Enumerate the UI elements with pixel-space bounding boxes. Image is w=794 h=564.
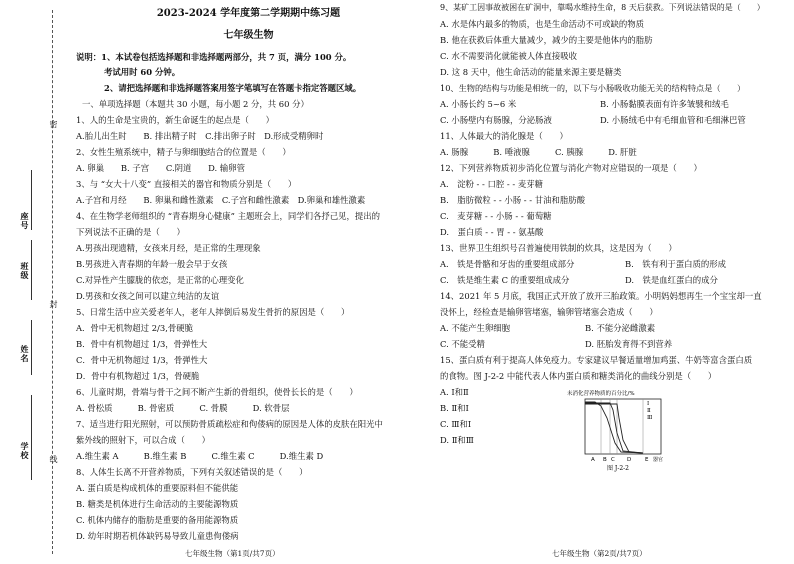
question-12-option-d: D. 蛋白质 - - 胃 - - 氨基酸 xyxy=(440,227,544,237)
question-15-option-c: C. Ⅲ和Ⅰ xyxy=(440,419,472,429)
seal-mark: 密 xyxy=(49,120,58,129)
question-2-options: A. 卵巢 B. 子宫 C.阴道 D. 输卵管 xyxy=(76,163,245,173)
question-4: 4、在生物学老师组织的 “青春期身心健康” 主题班会上，同学们各抒己见，提出的 xyxy=(76,211,380,221)
xian-mark: 线 xyxy=(49,455,58,464)
note-1: 说明：1、本试卷包括选择题和非选择题两部分，共 7 页，满分 100 分。 xyxy=(76,52,352,62)
question-2: 2、女性生殖系统中，精子与卵细胞结合的位置是（ ） xyxy=(76,147,291,157)
question-12-option-b: B. 脂肪微粒 - - 小肠 - - 甘油和脂肪酸 xyxy=(440,195,585,205)
x-label-e: E xyxy=(645,457,649,463)
question-4-option-a: A.男孩出现遗精，女孩来月经，是正常的生理现象 xyxy=(76,243,261,253)
question-8-option-b: B. 糖类是机体进行生命活动的主要能源物质 xyxy=(76,499,239,509)
class-field[interactable] xyxy=(31,240,32,300)
question-15-option-b: B. Ⅱ和Ⅰ xyxy=(440,403,469,413)
question-14-option-d: D. 胚胎发育得不到营养 xyxy=(585,339,673,349)
question-4-option-b: B.男孩进入青春期的年龄一般会早于女孩 xyxy=(76,259,228,269)
question-5-option-a: A．骨中无机物超过 2/3,骨硬脆 xyxy=(76,323,193,333)
figure-caption: 图 J-2-2 xyxy=(607,465,630,472)
page-1-footer: 七年级生物（第1页/共7页） xyxy=(185,549,280,558)
question-15: 15、蛋白质有利于提高人体免疫力。专家建议早餐适量增加鸡蛋、牛奶等富含蛋白质 xyxy=(440,355,753,365)
question-11-options: A. 肠腺 B. 唾液腺 C. 胰腺 D. 肝脏 xyxy=(440,147,637,157)
curve-label-i: Ⅰ xyxy=(647,401,650,407)
question-12-option-a: A. 淀粉 - - 口腔 - - 麦芽糖 xyxy=(440,179,544,189)
question-13-option-d: D. 铁是血红蛋白的成分 xyxy=(625,275,718,285)
question-6: 6、儿童时期，骨端与骨干之间不断产生新的骨组织，使骨长长的是（ ） xyxy=(76,387,358,397)
question-10-option-a: A. 小肠长约 5~6 米 xyxy=(440,99,517,109)
question-11: 11、人体最大的消化腺是（ ） xyxy=(440,131,568,141)
curve-label-ii: Ⅱ xyxy=(647,408,651,414)
question-10-option-b: B. 小肠黏膜表面有许多皱襞和绒毛 xyxy=(600,99,729,109)
question-9-option-b: B. 他在获救后体重大量减少，减少的主要是他体内的脂肪 xyxy=(440,35,653,45)
feng-mark: 封 xyxy=(49,300,58,309)
question-9-option-a: A. 水是体内最多的物质，也是生命活动不可或缺的物质 xyxy=(440,19,644,29)
school-field[interactable] xyxy=(31,395,32,480)
seat-number-field[interactable] xyxy=(31,170,32,230)
fold-line xyxy=(52,10,53,554)
curve-label-iii: Ⅲ xyxy=(647,415,653,421)
name-field[interactable] xyxy=(31,320,32,375)
question-9-option-d: D. 这 8 天中，他生命活动的能量来源主要是糖类 xyxy=(440,67,622,77)
exam-title: 2023-2024 学年度第二学期期中练习题 xyxy=(156,8,341,19)
question-1-options: A.胎儿出生时 B. 排出精子时 C.排出卵子时 D.形成受精卵时 xyxy=(76,131,324,141)
question-9-option-c: C. 水不需要消化就能被人体直接吸收 xyxy=(440,51,578,61)
question-4-option-c: C.对异性产生朦胧的依恋，是正常的心理变化 xyxy=(76,275,244,285)
question-14-option-a: A. 不能产生卵细胞 xyxy=(440,323,510,333)
question-15-cont: 的食物。图 J-2-2 中能代表人体内蛋白质和糖类消化的曲线分别是（ ） xyxy=(440,371,717,381)
question-10-option-d: D. 小肠绒毛中有毛细血管和毛细淋巴管 xyxy=(600,115,746,125)
exam-subject: 七年级生物 xyxy=(223,30,274,41)
question-10-option-c: C. 小肠壁内有肠腺，分泌肠液 xyxy=(440,115,552,125)
curve-i xyxy=(585,402,643,453)
question-14-cont: 没怀上，经检查是输卵管堵塞，输卵管堵塞会造成（ ） xyxy=(440,307,658,317)
question-1: 1、人的生命是宝贵的，新生命诞生的起点是（ ） xyxy=(76,115,274,125)
question-13-option-c: C. 铁是维生素 C 的重要组成成分 xyxy=(440,275,570,285)
question-15-option-d: D. Ⅱ和Ⅲ xyxy=(440,435,474,445)
question-8: 8、人体生长离不开营养物质，下列有关叙述错误的是（ ） xyxy=(76,467,308,477)
question-4-cont: 下列说法不正确的是（ ） xyxy=(76,227,185,237)
x-label-a: A xyxy=(591,457,595,463)
question-5-option-d: D．骨中有机物超过 1/3，骨硬脆 xyxy=(76,371,200,381)
note-1b: 考试用时 60 分钟。 xyxy=(104,67,181,77)
question-3-options: A.子宫和月经 B. 卵巢和雌性激素 C.子宫和雌性激素 D.卵巢和雄性激素 xyxy=(76,195,366,205)
x-unit: 器官 xyxy=(653,457,664,463)
question-8-option-a: A. 蛋白质是构成机体的重要原料但不能供能 xyxy=(76,483,239,493)
question-5-option-c: C．骨中无机物超过 1/3，骨弹性大 xyxy=(76,355,208,365)
question-14-option-b: B. 不能分泌雌激素 xyxy=(585,323,656,333)
question-12: 12、下列营养物质初步消化位置与消化产物对应错误的一项是（ ） xyxy=(440,163,702,173)
question-14: 14、2021 年 5 月底，我国正式开放了放开三胎政策。小明妈妈想再生一个宝宝却一直 xyxy=(440,291,762,301)
digestion-curve-figure xyxy=(565,388,685,472)
question-13-option-a: A. 铁是骨骼和牙齿的重要组成部分 xyxy=(440,259,575,269)
x-label-d: D xyxy=(627,457,632,463)
question-6-options: A. 骨松质 B. 骨密质 C. 骨膜 D. 软骨层 xyxy=(76,403,290,413)
x-label-b: B xyxy=(603,457,607,463)
class-label: 班级 xyxy=(20,262,30,280)
question-5-option-b: B．骨中有机物超过 1/3，骨弹性大 xyxy=(76,339,208,349)
question-7: 7、适当进行阳光照射，可以预防骨质疏松症和佝偻病的原因是人体的皮肤在阳光中 xyxy=(76,419,383,429)
question-4-option-d: D.男孩和女孩之间可以建立纯洁的友谊 xyxy=(76,291,220,301)
curve-iii xyxy=(585,404,643,453)
question-10: 10、生物的结构与功能是相统一的，以下与小肠吸收功能无关的结构特点是（ ） xyxy=(440,83,746,93)
question-7-options: A.维生素 A B.维生素 B C.维生素 C D.维生素 D xyxy=(76,451,324,461)
page-2-footer: 七年级生物（第2页/共7页） xyxy=(552,549,647,558)
question-13-option-b: B. 铁有利于蛋白质的形成 xyxy=(625,259,726,269)
school-label: 学校 xyxy=(20,442,30,460)
question-15-option-a: A. Ⅰ和Ⅱ xyxy=(440,387,469,397)
binding-margin xyxy=(0,0,72,564)
page-1-column xyxy=(76,0,421,564)
section-heading: 一、单项选择题（本题共 30 小题，每小题 2 分，共 60 分） xyxy=(82,99,309,109)
question-8-option-d: D. 幼年时期若机体缺钙易导致儿童患佝偻病 xyxy=(76,531,239,541)
question-13: 13、世界卫生组织号召普遍使用铁制的炊具，这是因为（ ） xyxy=(440,243,677,253)
question-3: 3、与 “女大十八变” 直接相关的器官和物质分别是（ ） xyxy=(76,179,297,189)
note-2: 2、请把选择题和非选择题答案用签字笔填写在答题卡指定答题区域。 xyxy=(104,83,362,93)
page-2-column xyxy=(440,0,790,564)
figure-y-title: 未消化营养物质的百分比/% xyxy=(567,391,635,397)
seat-number-label: 座号 xyxy=(20,212,30,230)
question-14-option-c: C. 不能受精 xyxy=(440,339,485,349)
question-5: 5、日常生活中应关爱老年人，老年人摔倒后易发生骨折的原因是（ ） xyxy=(76,307,350,317)
question-8-option-c: C. 机体内储存的脂肪是重要的备用能源物质 xyxy=(76,515,239,525)
question-12-option-c: C. 麦芽糖 - - 小肠 - - 葡萄糖 xyxy=(440,211,552,221)
question-9: 9、某矿工因事故被困在矿洞中，靠喝水维持生命，8 天后获救。下列说法错误的是（ ） xyxy=(440,3,765,12)
x-label-c: C xyxy=(611,457,615,463)
name-label: 姓名 xyxy=(20,345,30,363)
curve-ii xyxy=(585,403,643,453)
question-7-cont: 紫外线的照射下，可以合成（ ） xyxy=(76,435,210,445)
